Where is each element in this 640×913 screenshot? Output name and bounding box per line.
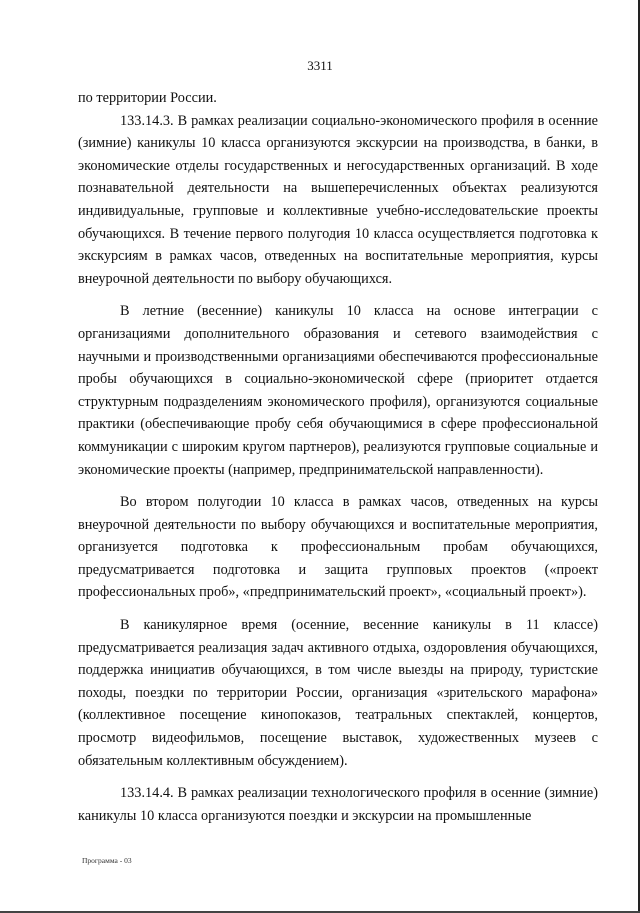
body-text [78, 87, 598, 827]
paragraph-summer-holidays: В летние (весенние) каникулы 10 класса на основе интеграции с организациями дополнительного образования и сетевого взаимодействия с научными и производственными организациями обеспечиваются профессиональные пробы обучающихся в социально-экономической сфере (приоритет отдается структурным подразделениям экономического профиля), организуются социальные практики (обеспечивающие пробу себя обучающимися в сфере профессиональной коммуникации с широким кругом партнеров), реализуются групповые социальные и экономические проекты (например, предпринимательской направленности). [78, 303, 598, 478]
paragraph-holiday-time: В каникулярное время (осенние, весенние каникулы в 11 классе) предусматривается реализация задач активного отдыха, оздоровления обучающихся, поддержка инициатив обучающихся, в том числе выезды на природу, туристские походы, поездки по территории России, организация «зрительского марафона» (коллективное посещение кинопоказов, театральных спектаклей, концертов, просмотр видеофильмов, посещение выставок, художественных музеев с обязательным коллективным обсуждением). [78, 617, 598, 769]
paragraph-second-semester: Во втором полугодии 10 класса в рамках часов, отведенных на курсы внеурочной деятельности по выбору обучающихся и воспитательные мероприятия, организуется подготовка к профессиональным пробам обучающихся, предусматривается подготовка и защита групповых проектов («проект профессиональных проб», «предпринимательский проект», «социальный проект»). [78, 494, 598, 601]
page-number: 3311 [307, 58, 333, 73]
paragraph-continuation: по территории России. [78, 90, 217, 106]
paragraph-133-14-4: 133.14.4. В рамках реализации технологического профиля в осенние (зимние) каникулы 10 класса организуются поездки и экскурсии на промышленные [78, 785, 598, 824]
footer-label: Программа - 03 [82, 856, 132, 865]
paragraph-133-14-3: 133.14.3. В рамках реализации социально-экономического профиля в осенние (зимние) каникулы 10 класса организуются экскурсии на производства, в банки, в экономические отделы государственных и негосударственных организаций. В ходе познавательной деятельности на вышеперечисленных объектах реализуются индивидуальные, групповые и коллективные учебно-исследовательские проекты обучающихся. В течение первого полугодия 10 класса осуществляется подготовка к экскурсиям в рамках часов, отведенных на воспитательные мероприятия, курсы внеурочной деятельности по выбору обучающихся. [78, 112, 598, 287]
